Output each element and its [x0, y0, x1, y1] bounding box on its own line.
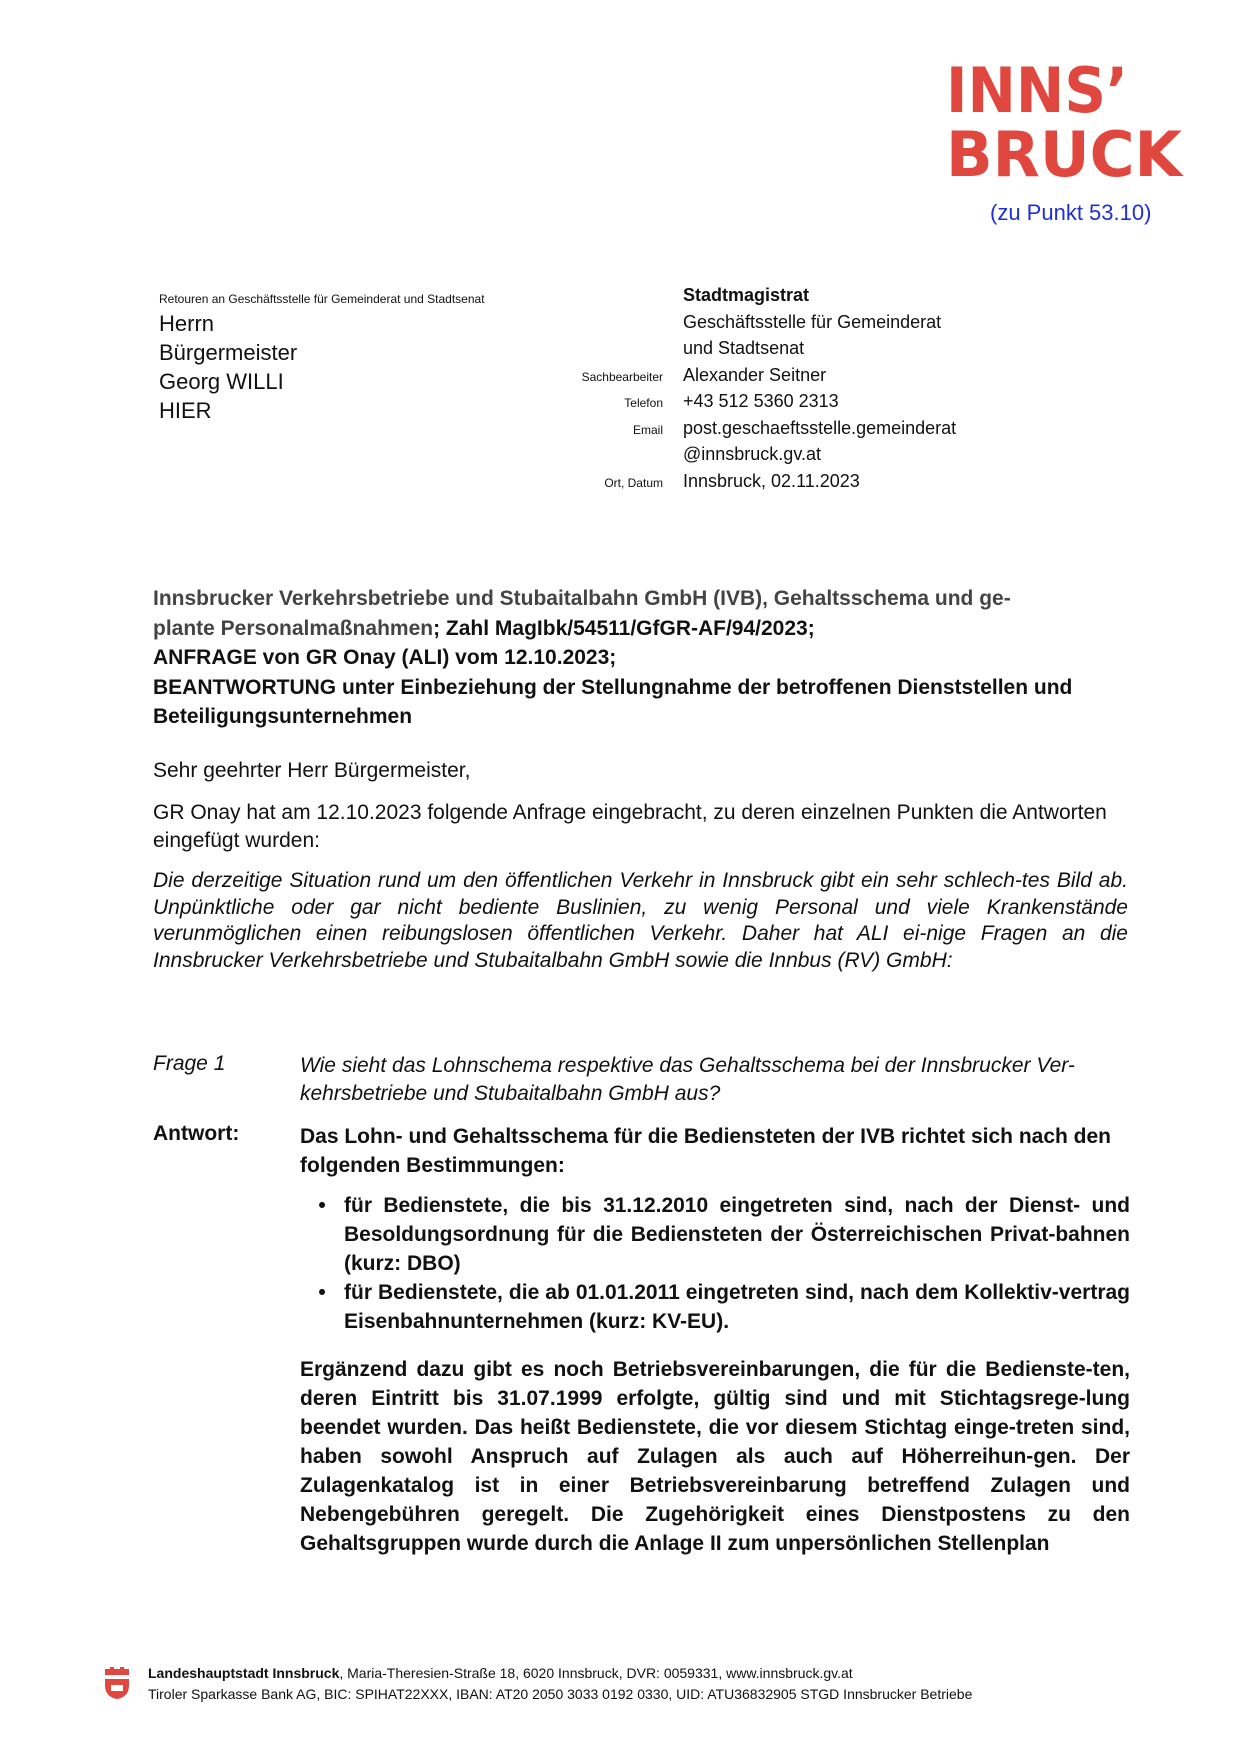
list-item: • für Bedienstete, die ab 01.01.2011 eingetreten sind, nach dem Kollektiv-vertrag Eisenbahnunternehmen (kurz: KV-EU). [300, 1278, 1130, 1336]
frage-label: Frage 1 [153, 1052, 226, 1075]
sachbearbeiter-value: Alexander Seitner [683, 364, 827, 385]
footer-address: , Maria-Theresien-Straße 18, 6020 Innsbruck, DVR: 0059331, www.innsbruck.gv.at [339, 1665, 853, 1681]
email-value-cont: @innsbruck.gv.at [683, 444, 821, 464]
recipient-line: Herrn [159, 311, 215, 336]
sender-dept: Geschäftsstelle für Gemeinderat [683, 311, 942, 332]
footer-city: Landeshauptstadt Innsbruck [148, 1665, 340, 1681]
antwort-bullets [300, 1191, 1130, 1336]
subject-anfrage: ANFRAGE von GR Onay (ALI) vom 12.10.2023; [153, 646, 617, 669]
subject [153, 584, 1128, 732]
sender-org: Stadtmagistrat [683, 285, 810, 305]
sender-dept: und Stadtsenat [683, 338, 805, 358]
list-item: • für Bedienstete, die bis 31.12.2010 eingetreten sind, nach der Dienst- und Besoldungsordnung für die Bediensteten der Österreichischen Privat-bahnen (kurz: DBO) [300, 1191, 1130, 1278]
recipient-address [159, 309, 297, 425]
subject-zahl: ; Zahl MagIbk/54511/GfGR-AF/94/2023; [433, 616, 815, 640]
city-crest-icon [103, 1665, 131, 1701]
recipient-line: Georg WILLI [159, 369, 284, 394]
subject-beantwortung: BEANTWORTUNG unter Einbeziehung der Stellungnahme der betroffenen Dienststellen und Beteiligungsunternehmen [153, 675, 1073, 728]
agenda-item-reference: (zu Punkt 53.10) [990, 200, 1152, 225]
bullet-icon: • [318, 1194, 326, 1217]
sender-info [560, 285, 1080, 497]
ort-datum-value: Innsbruck, 02.11.2023 [683, 470, 860, 491]
recipient-line: HIER [159, 398, 212, 423]
footer-bank: Tiroler Sparkasse Bank AG, BIC: SPIHAT22XXX, IBAN: AT20 2050 3033 0192 0330, UID: ATU36832905 STGD Innsbrucker Betriebe [148, 1686, 973, 1702]
subject-title: Innsbrucker Verkehrsbetriebe und Stubaitalbahn GmbH (IVB), Gehaltsschema und ge- [153, 587, 1011, 610]
email-value: post.geschaeftsstelle.gemeinderat [683, 417, 957, 438]
intro-paragraph: GR Onay hat am 12.10.2023 folgende Anfrage eingebracht, zu deren einzelnen Punkten die Antworten eingefügt wurden: [153, 801, 1107, 852]
telefon-label: Telefon [624, 396, 663, 410]
antwort-text: Das Lohn- und Gehaltsschema für die Bediensteten der IVB richtet sich nach den folgenden Bestimmungen: [300, 1125, 1112, 1177]
subject-title-cont: plante Personalmaßnahmen [153, 616, 434, 640]
return-address: Retouren an Geschäftsstelle für Gemeinderat und Stadtsenat [159, 292, 485, 306]
ort-datum-label: Ort, Datum [604, 475, 663, 490]
telefon-value: +43 512 5360 2313 [683, 391, 839, 411]
innsbruck-logo [946, 58, 1186, 178]
bullet-icon: • [318, 1281, 326, 1304]
svg-text:INNS’: INNS’ [946, 58, 1128, 127]
frage-text: Wie sieht das Lohnschema respektive das Gehaltsschema bei der Innsbrucker Ver-kehrsbetriebe und Stubaitalbahn GmbH aus? [300, 1054, 1075, 1105]
sachbearbeiter-label: Sachbearbeiter [581, 369, 663, 384]
email-label: Email [632, 422, 663, 437]
svg-text:BRUCK: BRUCK [946, 118, 1184, 178]
salutation: Sehr geehrter Herr Bürgermeister, [153, 759, 471, 782]
request-quote: Die derzeitige Situation rund um den öffentlichen Verkehr in Innsbruck gibt ein sehr schlech-tes Bild ab. Unpünktliche oder gar nicht bediente Buslinien, zu wenig Personal und viele Krankenstände verunmöglichen einen reibungslosen öffentlichen Verkehr. Daher hat ALI ei-nige Fragen an die Innsbrucker Verkehrsbetriebe und Stubaitalbahn GmbH sowie die Innbus (RV) GmbH: [153, 869, 1128, 972]
footer [148, 1663, 972, 1705]
recipient-line: Bürgermeister [159, 340, 298, 365]
antwort-label: Antwort: [153, 1122, 240, 1145]
antwort-paragraph-2: Ergänzend dazu gibt es noch Betriebsvereinbarungen, die für die Bedienste-ten, deren Eintritt bis 31.07.1999 erfolgte, gültig sind und mit Stichtagsrege-lung beendet wurden. Das heißt Bedienstete, die vor diesem Stichtag einge-treten sind, haben sowohl Anspruch auf Zulagen als auch auf Höherreihun-gen. Der Zulagenkatalog ist in einer Betriebsvereinbarung betreffend Zulagen und Nebengebühren geregelt. Die Zugehörigkeit eines Dienstpostens zu den Gehaltsgruppen wurde durch die Anlage II zum unpersönlichen Stellenplan [300, 1358, 1130, 1555]
